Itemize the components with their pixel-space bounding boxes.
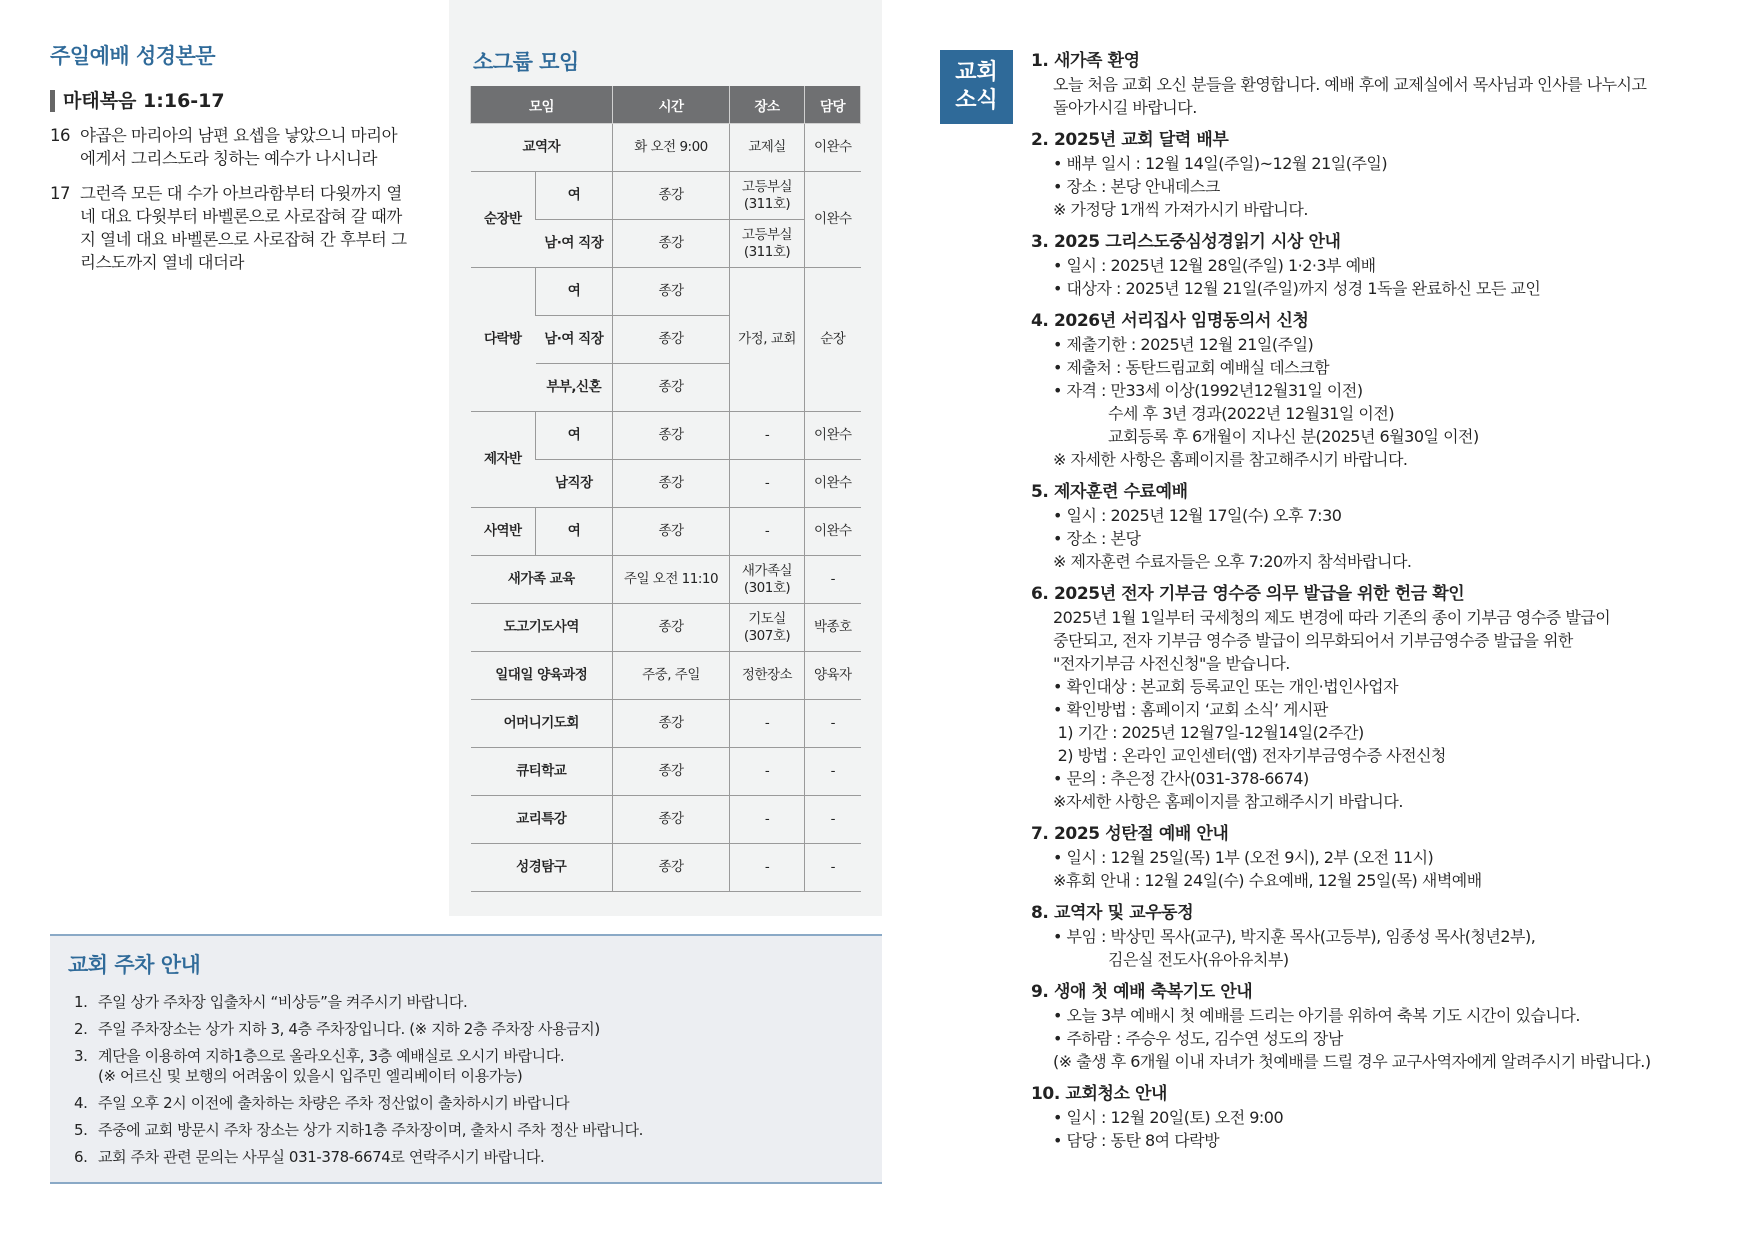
news-item — [1031, 1083, 1731, 1152]
item-number: 6. — [74, 1148, 88, 1166]
group-leader: 이완수 — [805, 124, 861, 172]
news-item — [1031, 481, 1731, 573]
group-name: 일대일 양육과정 — [471, 652, 613, 700]
group-leader: 양육자 — [805, 652, 861, 700]
item-number: 1. — [74, 993, 88, 1011]
news-item-line: ※휴회 안내 : 12월 24일(수) 수요예배, 12월 25일(목) 새벽예배 — [1053, 871, 1482, 890]
news-list — [1031, 50, 1731, 1162]
news-item-title: 9. 생애 첫 예배 축복기도 안내 — [1031, 982, 1253, 1002]
news-item-line: • 제출기한 : 2025년 12월 21일(주일) — [1053, 335, 1314, 354]
table-row — [471, 412, 861, 460]
bible-title: 주일예배 성경본문 — [50, 44, 216, 68]
group-place: 정한장소 — [730, 652, 805, 700]
group-sub: 남직장 — [536, 460, 613, 508]
item-number: 5. — [74, 1121, 88, 1139]
header-place: 장소 — [730, 86, 805, 124]
group-place: - — [730, 748, 805, 796]
news-item-line: • 일시 : 2025년 12월 17일(수) 오후 7:30 — [1053, 506, 1342, 525]
table-row — [471, 796, 861, 844]
news-item-line: 오늘 처음 교회 오신 분들을 환영합니다. 예배 후에 교제실에서 목사님과 인사를 나누시고 — [1053, 75, 1647, 94]
group-name: 제자반 — [471, 412, 536, 508]
group-sub: 부부,신혼 — [536, 364, 613, 412]
group-name: 큐티학교 — [471, 748, 613, 796]
small-group-table — [470, 86, 861, 892]
item-number: 3. — [74, 1047, 88, 1065]
table-row — [471, 172, 861, 220]
group-name: 교리특강 — [471, 796, 613, 844]
header-group: 모임 — [471, 86, 613, 124]
group-time: 종강 — [613, 748, 730, 796]
list-item — [74, 1147, 874, 1167]
group-time: 주중, 주일 — [613, 652, 730, 700]
news-item-line: "전자기부금 사전신청"을 받습니다. — [1053, 654, 1290, 673]
news-item-line: 교회등록 후 6개월이 지나신 분(2025년 6월30일 이전) — [1053, 427, 1479, 446]
news-item-title: 2. 2025년 교회 달력 배부 — [1031, 130, 1229, 150]
group-place: 새가족실 (301호) — [730, 556, 805, 604]
item-text: 주일 오후 2시 이전에 출차하는 차량은 주차 정산없이 출차하시기 바랍니다 — [98, 1094, 570, 1112]
group-time: 주일 오전 11:10 — [613, 556, 730, 604]
list-item — [74, 1019, 874, 1039]
group-leader: 이완수 — [805, 460, 861, 508]
group-time: 종강 — [613, 172, 730, 220]
news-item-line: • 부임 : 박상민 목사(교구), 박지훈 목사(고등부), 임종성 목사(청년2부), — [1053, 927, 1536, 946]
group-time: 종강 — [613, 412, 730, 460]
news-item-title: 8. 교역자 및 교우동정 — [1031, 903, 1194, 923]
group-leader: - — [805, 556, 861, 604]
group-time: 화 오전 9:00 — [613, 124, 730, 172]
news-item-title: 10. 교회청소 안내 — [1031, 1084, 1168, 1104]
item-text: 주일 주차장소는 상가 지하 3, 4층 주차장입니다. (※ 지하 2층 주차장 사용금지) — [98, 1020, 600, 1038]
verse — [50, 182, 410, 274]
news-badge — [940, 50, 1013, 124]
table-row — [471, 748, 861, 796]
verse-number: 17 — [50, 184, 70, 203]
group-place: 가정, 교회 — [730, 268, 805, 412]
news-item-line: 김은실 전도사(유아유치부) — [1053, 950, 1289, 969]
news-item-line: ※ 가정당 1개씩 가져가시기 바랍니다. — [1053, 200, 1308, 219]
group-place: - — [730, 700, 805, 748]
item-number: 2. — [74, 1020, 88, 1038]
group-leader: - — [805, 844, 861, 892]
table-row — [471, 508, 861, 556]
group-place: 고등부실 (311호) — [730, 220, 805, 268]
news-item — [1031, 310, 1731, 471]
item-text: 주중에 교회 방문시 주차 장소는 상가 지하1층 주차장이며, 출차시 주차 정산 바랍니다. — [98, 1121, 643, 1139]
item-text: 주일 상가 주차장 입출차시 “비상등”을 켜주시기 바랍니다. — [98, 993, 468, 1011]
group-leader: - — [805, 700, 861, 748]
bible-reference: 마태복음 1:16-17 — [50, 90, 410, 112]
group-sub: 남·여 직장 — [536, 220, 613, 268]
verse-number: 16 — [50, 126, 70, 145]
group-place: - — [730, 844, 805, 892]
table-row — [471, 700, 861, 748]
group-place: 고등부실 (311호) — [730, 172, 805, 220]
news-item-title: 6. 2025년 전자 기부금 영수증 의무 발급을 위한 헌금 확인 — [1031, 584, 1465, 604]
group-leader: 이완수 — [805, 412, 861, 460]
group-time: 종강 — [613, 460, 730, 508]
group-leader: - — [805, 796, 861, 844]
news-item-line: 돌아가시길 바랍니다. — [1053, 98, 1197, 117]
group-time: 종강 — [613, 364, 730, 412]
item-note: (※ 어르신 및 보행의 어려움이 있을시 입주민 엘리베이터 이용가능) — [98, 1067, 523, 1085]
group-time: 종강 — [613, 508, 730, 556]
list-item — [74, 1046, 874, 1086]
news-item — [1031, 583, 1731, 813]
group-sub: 여 — [536, 268, 613, 316]
table-row — [471, 556, 861, 604]
group-time: 종강 — [613, 844, 730, 892]
table-row — [471, 844, 861, 892]
news-item-line: 2025년 1월 1일부터 국세청의 제도 변경에 따라 기존의 종이 기부금 영수증 발급이 — [1053, 608, 1611, 627]
group-leader: - — [805, 748, 861, 796]
news-item-title: 3. 2025 그리스도중심성경읽기 시상 안내 — [1031, 232, 1341, 252]
table-row — [471, 124, 861, 172]
group-place: 기도실 (307호) — [730, 604, 805, 652]
badge-line: 교회 — [955, 60, 998, 85]
group-name: 도고기도사역 — [471, 604, 613, 652]
news-item-line: (※ 출생 후 6개월 이내 자녀가 첫예배를 드릴 경우 교구사역자에게 알려주시기 바랍니다.) — [1053, 1052, 1651, 1071]
group-time: 종강 — [613, 316, 730, 364]
item-text: 계단을 이용하여 지하1층으로 올라오신후, 3층 예배실로 오시기 바랍니다. — [98, 1047, 565, 1065]
item-number: 4. — [74, 1094, 88, 1112]
news-item-line: 수세 후 3년 경과(2022년 12월31일 이전) — [1053, 404, 1395, 423]
group-sub: 여 — [536, 412, 613, 460]
parking-section — [50, 934, 882, 1184]
group-place: - — [730, 460, 805, 508]
news-item-line: • 일시 : 2025년 12월 28일(주일) 1·2·3부 예배 — [1053, 256, 1376, 275]
news-item-line: • 주하람 : 주승우 성도, 김수연 성도의 장남 — [1053, 1029, 1343, 1048]
news-item-title: 4. 2026년 서리집사 임명동의서 신청 — [1031, 311, 1309, 331]
group-leader: 박종호 — [805, 604, 861, 652]
news-item-line: ※자세한 사항은 홈페이지를 참고해주시기 바랍니다. — [1053, 792, 1403, 811]
news-item — [1031, 981, 1731, 1073]
group-time: 종강 — [613, 604, 730, 652]
news-item-line: • 대상자 : 2025년 12월 21일(주일)까지 성경 1독을 완료하신 모든 교인 — [1053, 279, 1541, 298]
group-name: 어머니기도회 — [471, 700, 613, 748]
group-leader: 이완수 — [805, 508, 861, 556]
group-sub: 남·여 직장 — [536, 316, 613, 364]
group-time: 종강 — [613, 700, 730, 748]
small-group-title: 소그룹 모임 — [473, 50, 579, 74]
group-sub: 여 — [536, 508, 613, 556]
list-item — [74, 1120, 874, 1140]
header-time: 시간 — [613, 86, 730, 124]
news-item-line: • 확인대상 : 본교회 등록교인 또는 개인·법인사업자 — [1053, 677, 1399, 696]
news-item-line: • 일시 : 12월 25일(목) 1부 (오전 9시), 2부 (오전 11시) — [1053, 848, 1434, 867]
news-item — [1031, 902, 1731, 971]
group-name: 교역자 — [471, 124, 613, 172]
group-leader: 이완수 — [805, 172, 861, 268]
news-item — [1031, 50, 1731, 119]
news-item — [1031, 823, 1731, 892]
news-item-line: • 제출처 : 동탄드림교회 예배실 데스크함 — [1053, 358, 1330, 377]
badge-line: 소식 — [955, 88, 998, 113]
news-item — [1031, 129, 1731, 221]
news-item-title: 1. 새가족 환영 — [1031, 51, 1140, 71]
group-place: - — [730, 796, 805, 844]
verse — [50, 124, 410, 170]
news-item-line: • 확인방법 : 홈페이지 ‘교회 소식’ 게시판 — [1053, 700, 1328, 719]
group-time: 종강 — [613, 268, 730, 316]
group-place: - — [730, 412, 805, 460]
news-item-line: • 장소 : 본당 안내데스크 — [1053, 177, 1220, 196]
small-group-panel — [449, 0, 882, 916]
group-name: 성경탐구 — [471, 844, 613, 892]
news-item-line: • 담당 : 동탄 8여 다락방 — [1053, 1131, 1220, 1150]
table-row — [471, 604, 861, 652]
group-name: 새가족 교육 — [471, 556, 613, 604]
item-text: 교회 주차 관련 문의는 사무실 031-378-6674로 연락주시기 바랍니다. — [98, 1148, 545, 1166]
bible-section — [50, 40, 410, 274]
group-time: 종강 — [613, 796, 730, 844]
news-item-line: 중단되고, 전자 기부금 영수증 발급이 의무화되어서 기부금영수증 발급을 위한 — [1053, 631, 1573, 650]
news-item-line: • 오늘 3부 예배시 첫 예배를 드리는 아기를 위하여 축복 기도 시간이 있습니다. — [1053, 1006, 1580, 1025]
header-leader: 담당 — [805, 86, 861, 124]
news-item-line: • 장소 : 본당 — [1053, 529, 1141, 548]
group-name: 순장반 — [471, 172, 536, 268]
news-item-line: ※ 자세한 사항은 홈페이지를 참고해주시기 바랍니다. — [1053, 450, 1408, 469]
list-item — [74, 1093, 874, 1113]
group-time: 종강 — [613, 220, 730, 268]
news-item-line: ※ 제자훈련 수료자들은 오후 7:20까지 참석바랍니다. — [1053, 552, 1412, 571]
group-name: 다락방 — [471, 268, 536, 412]
news-item-line: • 일시 : 12월 20일(토) 오전 9:00 — [1053, 1108, 1284, 1127]
table-row — [471, 268, 861, 316]
group-leader: 순장 — [805, 268, 861, 412]
group-place: - — [730, 508, 805, 556]
news-item-line: 1) 기간 : 2025년 12월7일-12월14일(2주간) — [1053, 723, 1364, 742]
group-sub: 여 — [536, 172, 613, 220]
news-item-title: 5. 제자훈련 수료예배 — [1031, 482, 1188, 502]
news-item-line: • 문의 : 추은정 간사(031-378-6674) — [1053, 769, 1309, 788]
news-item-line: • 배부 일시 : 12월 14일(주일)~12월 21일(주일) — [1053, 154, 1388, 173]
parking-title: 교회 주차 안내 — [68, 953, 201, 977]
table-row — [471, 652, 861, 700]
parking-list — [74, 992, 874, 1174]
group-name: 사역반 — [471, 508, 536, 556]
list-item — [74, 992, 874, 1012]
news-item-line: 2) 방법 : 온라인 교인센터(앱) 전자기부금영수증 사전신청 — [1053, 746, 1446, 765]
verse-text: 야곱은 마리아의 남편 요셉을 낳았으니 마리아에게서 그리스도라 칭하는 예수가 나시니라 — [80, 126, 398, 168]
news-item — [1031, 231, 1731, 300]
news-item-title: 7. 2025 성탄절 예배 안내 — [1031, 824, 1229, 844]
group-place: 교제실 — [730, 124, 805, 172]
news-item-line: • 자격 : 만33세 이상(1992년12월31일 이전) — [1053, 381, 1363, 400]
verse-text: 그런즉 모든 대 수가 아브라함부터 다윗까지 열네 대요 다윗부터 바벨론으로 사로잡혀 갈 때까지 열네 대요 바벨론으로 사로잡혀 간 후부터 그리스도까지 열네 대더라 — [80, 184, 407, 272]
table-header-row — [471, 86, 861, 124]
